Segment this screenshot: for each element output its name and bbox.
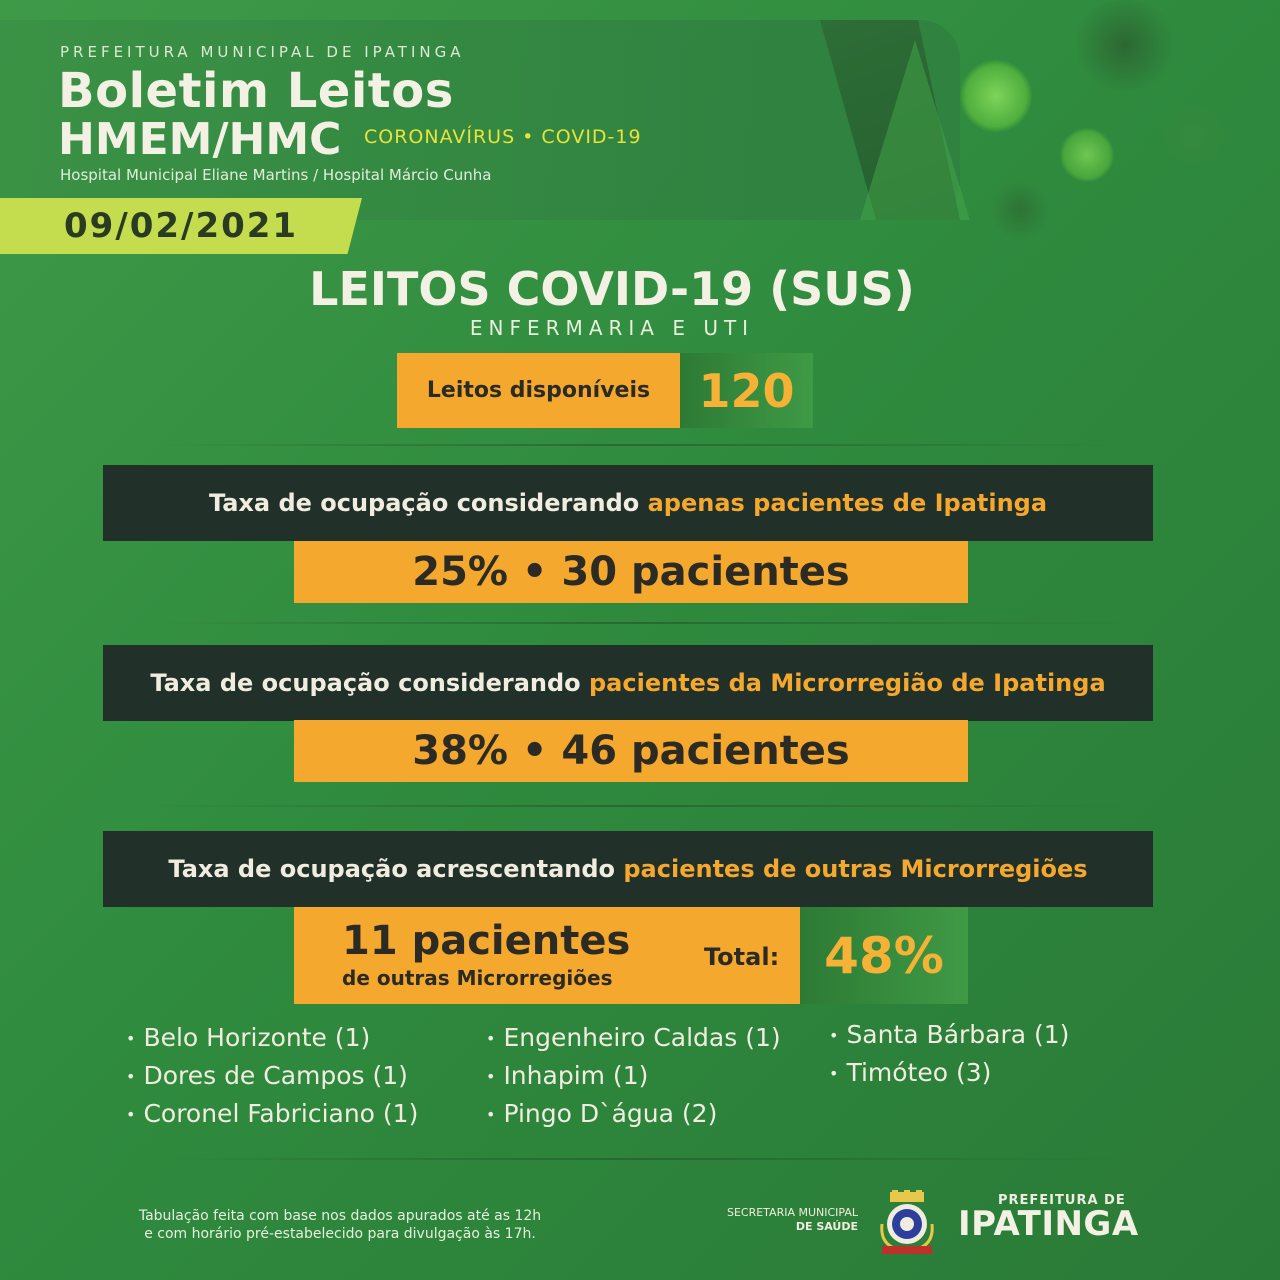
list-item: • Belo Horizonte (1) xyxy=(126,1019,418,1057)
section-title: LEITOS COVID-19 (SUS) xyxy=(309,262,915,316)
section-subtitle: ENFERMARIA E UTI xyxy=(469,316,755,340)
other-patients-sub: de outras Microrregiões xyxy=(342,966,613,990)
virus-icon xyxy=(1160,100,1230,170)
logo-label-big: IPATINGA xyxy=(958,1204,1139,1244)
list-item: • Coronel Fabriciano (1) xyxy=(126,1095,418,1133)
list-item: • Engenheiro Caldas (1) xyxy=(486,1019,781,1057)
divider xyxy=(150,805,1130,807)
occupancy-header-text: Taxa de ocupação considerando xyxy=(150,669,589,697)
header-kicker: PREFEITURA MUNICIPAL DE IPATINGA xyxy=(60,43,465,61)
available-beds-value: 120 xyxy=(680,353,813,428)
occupancy-header-highlight: pacientes de outras Microrregiões xyxy=(623,855,1088,883)
divider xyxy=(150,1158,1130,1160)
virus-icon xyxy=(960,60,1032,132)
covid-tag: CORONAVÍRUS • COVID-19 xyxy=(364,126,642,148)
total-label: Total: xyxy=(704,943,780,971)
occupancy-header-ipatinga xyxy=(103,465,1153,541)
occupancy-header-text: Taxa de ocupação considerando xyxy=(208,489,648,517)
total-value: 48% xyxy=(800,907,968,1004)
occupancy-value-microregion: 38% • 46 pacientes xyxy=(294,720,968,782)
logo-label-small: PREFEITURA DE xyxy=(998,1193,1126,1208)
divider xyxy=(150,622,1130,624)
city-list-1 xyxy=(126,1019,418,1133)
virus-icon xyxy=(1070,0,1180,90)
hospital-names: Hospital Municipal Eliane Martins / Hospital Márcio Cunha xyxy=(60,166,492,184)
secretaria-line: DE SAÚDE xyxy=(795,1220,858,1233)
list-item: • Pingo D`água (2) xyxy=(486,1095,781,1133)
city-list-2 xyxy=(486,1019,781,1133)
available-beds-label: Leitos disponíveis xyxy=(397,353,680,428)
footnote-line: Tabulação feita com base nos dados apurados até as 12h xyxy=(138,1208,542,1224)
occupancy-value-ipatinga: 25% • 30 pacientes xyxy=(294,541,968,603)
page-subtitle: HMEM/HMC xyxy=(58,114,342,165)
divider xyxy=(150,444,1130,446)
city-crest-icon xyxy=(876,1190,938,1256)
secretaria-label xyxy=(700,1206,858,1234)
bulletin-date: 09/02/2021 xyxy=(64,206,299,246)
virus-icon xyxy=(990,180,1050,240)
virus-icon xyxy=(1060,128,1114,182)
occupancy-header-other xyxy=(103,831,1153,907)
list-item: • Timóteo (3) xyxy=(829,1054,1069,1092)
occupancy-header-highlight: apenas pacientes de Ipatinga xyxy=(647,489,1048,517)
page-title: Boletim Leitos xyxy=(58,63,454,119)
list-item: • Dores de Campos (1) xyxy=(126,1057,418,1095)
city-list-3 xyxy=(829,1016,1069,1092)
occupancy-header-highlight: pacientes da Microrregião de Ipatinga xyxy=(589,669,1106,697)
list-item: • Santa Bárbara (1) xyxy=(829,1016,1069,1054)
secretaria-line: SECRETARIA MUNICIPAL xyxy=(726,1206,858,1219)
list-item: • Inhapim (1) xyxy=(486,1057,781,1095)
other-patients-count: 11 pacientes xyxy=(342,918,631,964)
footnote xyxy=(110,1207,570,1243)
footnote-line: e com horário pré-estabelecido para divulgação às 17h. xyxy=(144,1226,536,1242)
occupancy-header-microregion xyxy=(103,645,1153,721)
occupancy-header-text: Taxa de ocupação acrescentando xyxy=(168,855,624,883)
